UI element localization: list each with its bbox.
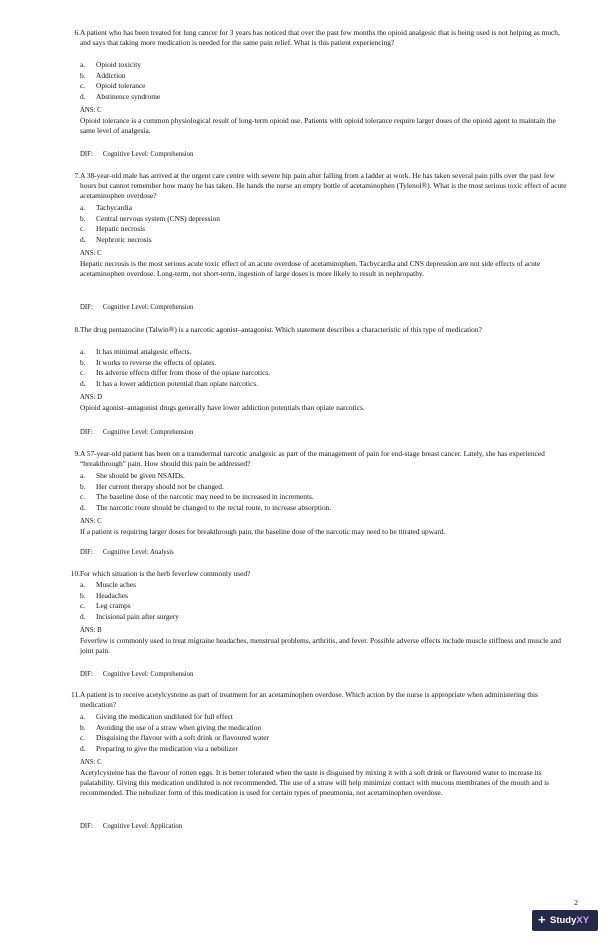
option-letter: b. (80, 590, 86, 600)
option-letter: b. (80, 70, 86, 80)
option-letter: d. (80, 611, 86, 621)
option-text: It works to reverse the effects of opiates. (96, 357, 217, 367)
option-text: Muscle aches (96, 580, 137, 589)
answer-option (80, 214, 220, 225)
difficulty-label: DIF: (80, 549, 93, 556)
question-number: 10. (70, 569, 80, 578)
answer-option (80, 203, 220, 214)
difficulty-level (80, 548, 174, 557)
rationale: Opioid tolerance is a common physiological result of long-term opioid use. Patients with opioid tolerance require larger doses of the opioid agent to maintain the same level of analgesia. (80, 116, 556, 135)
difficulty-level (80, 150, 193, 159)
question-stem: A patient who has been treated for lung cancer for 3 years has noticed that over the past few months the opioid analgesic that is being used is not helping as much, and says that taking more medication is needed for the same pain relief. What is this patient experiencing? (80, 28, 560, 47)
option-letter: a. (80, 712, 86, 721)
answer-options (80, 347, 270, 389)
answer-option (80, 60, 160, 71)
question-number: 7. (74, 171, 80, 180)
rationale: If a patient is requiring larger doses for breakthrough pain, the baseline dose of the narcotic may need to be titrated upward. (80, 527, 446, 536)
answer-key: ANS: B (80, 627, 102, 634)
option-letter: d. (80, 502, 86, 512)
question-number: 8. (74, 325, 80, 334)
option-letter: c. (80, 733, 86, 743)
answer-option (80, 492, 331, 503)
answer-key: ANS: C (80, 107, 102, 114)
answer-option (80, 580, 179, 591)
option-letter: b. (80, 722, 86, 732)
answer-options (80, 712, 269, 754)
difficulty-value: Cognitive Level: Comprehension (102, 429, 194, 436)
option-text: Giving the medication undiluted for full effect (96, 712, 233, 721)
option-text: Opioid toxicity (96, 60, 141, 69)
answer-option (80, 482, 331, 493)
option-text: Opioid tolerance (96, 81, 146, 91)
answer-option (80, 471, 331, 482)
option-text: Preparing to give the medication via a nebulizer (96, 743, 238, 753)
option-letter: a. (80, 60, 86, 69)
option-text: It has minimal analgesic effects. (96, 347, 192, 356)
difficulty-value: Cognitive Level: Analysis (102, 549, 174, 556)
question-stem: For which situation is the herb feverfew commonly used? (80, 569, 251, 578)
answer-option (80, 92, 160, 103)
rationale: Opioid agonist–antagonist drugs generally have lower addiction potentials than opiate narcotics. (80, 403, 365, 412)
rationale: Feverfew is commonly used to treat migraine headaches, menstrual problems, arthritis, and fever. Possible adverse effects include muscle stiffness and muscle and joint pain. (80, 636, 562, 655)
option-letter: b. (80, 213, 86, 223)
answer-option (80, 591, 179, 602)
difficulty-level (80, 428, 193, 437)
difficulty-level (80, 303, 193, 312)
brand-name-main: Study (550, 915, 577, 926)
question-stem: The drug pentazocine (Talwin®) is a narcotic agonist–antagonist. Which statement describes a characteristic of this type of medication? (80, 325, 482, 334)
option-text: Avoiding the use of a straw when giving the medication (96, 722, 262, 732)
answer-key: ANS: D (80, 394, 103, 401)
question-stem: A patient is to receive acetylcysteine as part of treatment for an acetaminophen overdose. Which action by the nurse is appropriate when administering this medication? (80, 690, 538, 709)
answer-options (80, 203, 220, 245)
option-text: Leg cramps (96, 601, 131, 611)
page-number: 2 (574, 898, 578, 907)
answer-option (80, 712, 269, 723)
brand-name (550, 910, 589, 931)
difficulty-value: Cognitive Level: Comprehension (102, 151, 194, 158)
answer-option (80, 744, 269, 755)
answer-option (80, 601, 179, 612)
answer-option (80, 733, 269, 744)
answer-options (80, 60, 160, 102)
option-text: The narcotic route should be changed to the rectal route, to increase absorption. (96, 502, 332, 512)
option-text: Disguising the flavour with a soft drink or flavoured water (96, 733, 270, 743)
option-letter: d. (80, 743, 86, 753)
answer-key: ANS: C (80, 250, 102, 257)
option-letter: c. (80, 81, 86, 91)
option-text: Its adverse effects differ from those of the opiate narcotics. (96, 368, 271, 378)
rationale: Hepatic necrosis is the most serious acute toxic effect of an acute overdose of acetaminophen. Tachycardia and CNS depression are not side effects of acute acetaminophen overdose. Long-term, not short-term, ingestion of large doses is more likely to result in nephropathy. (80, 259, 541, 278)
option-text: Incisional pain after surgery (96, 611, 179, 621)
answer-options (80, 580, 179, 622)
option-letter: c. (80, 601, 86, 611)
answer-key: ANS: C (80, 759, 102, 766)
option-letter: c. (80, 492, 86, 502)
rationale: Acetylcysteine has the flavour of rotten eggs. It is better tolerated when the taste is disguised by mixing it with a soft drink or flavoured water to increase its palatability. Giving this medication undiluted is not recommended. The use of a straw will help minimize contact with mucous membranes of the mouth and is recommended. The nebulizer form of this medication is used for certain types of pneumonia, not acetaminophen overdose. (80, 768, 549, 797)
answer-option (80, 379, 270, 390)
option-text: Addiction (96, 70, 126, 80)
option-text: Abstinence syndrome (96, 91, 161, 101)
question-number: 11. (71, 690, 80, 699)
difficulty-label: DIF: (80, 823, 93, 830)
option-letter: c. (80, 224, 86, 234)
question-number: 9. (74, 449, 80, 458)
option-text: Tachycardia (96, 203, 132, 212)
option-text: Hepatic necrosis (96, 224, 146, 234)
difficulty-label: DIF: (80, 429, 93, 436)
option-letter: a. (80, 203, 86, 212)
option-letter: d. (80, 378, 86, 388)
difficulty-value: Cognitive Level: Comprehension (102, 671, 194, 678)
answer-option (80, 235, 220, 246)
option-text: Central nervous system (CNS) depression (96, 213, 220, 223)
option-letter: a. (80, 580, 86, 589)
answer-option (80, 71, 160, 82)
answer-options (80, 471, 331, 513)
answer-option (80, 347, 270, 358)
answer-option (80, 503, 331, 514)
option-letter: a. (80, 471, 86, 480)
option-text: It has a lower addiction potential than opiate narcotics. (96, 378, 258, 388)
option-letter: d. (80, 91, 86, 101)
option-letter: d. (80, 234, 86, 244)
difficulty-label: DIF: (80, 304, 93, 311)
answer-option (80, 612, 179, 623)
answer-option (80, 224, 220, 235)
difficulty-label: DIF: (80, 151, 93, 158)
difficulty-level (80, 670, 193, 679)
option-text: Her current therapy should not be changed. (96, 481, 224, 491)
difficulty-label: DIF: (80, 671, 93, 678)
answer-option (80, 723, 269, 734)
question-stem: A 38-year-old male has arrived at the urgent care centre with severe hip pain after falling from a ladder at work. He has taken several pain pills over the past few hours but cannot remember how many he has taken. He hands the nurse an empty bottle of acetaminophen (Tylenol®). What is the most serious toxic effect of acute acetaminophen overdose? (80, 171, 567, 200)
brand-name-accent: XY (576, 915, 590, 926)
answer-option (80, 368, 270, 379)
difficulty-value: Cognitive Level: Comprehension (102, 304, 194, 311)
option-letter: b. (80, 481, 86, 491)
option-text: Headaches (96, 590, 129, 600)
answer-key: ANS: C (80, 518, 102, 525)
studyxy-logo[interactable] (532, 910, 598, 931)
difficulty-value: Cognitive Level: Application (102, 823, 183, 830)
answer-option (80, 81, 160, 92)
option-text: Nephrotic necrosis (96, 234, 152, 244)
plus-icon: + (538, 912, 546, 927)
difficulty-level (80, 822, 182, 831)
option-letter: a. (80, 347, 86, 356)
answer-option (80, 358, 270, 369)
option-letter: b. (80, 357, 86, 367)
option-text: The baseline dose of the narcotic may need to be increased in increments. (96, 492, 314, 502)
question-stem: A 57-year-old patient has been on a transdermal narcotic analgesic as part of the management of pain for end-stage breast cancer. Lately, she has experienced “breakthrough” pain. How should this pain be addressed? (80, 449, 545, 468)
option-text: She should be given NSAIDs. (96, 471, 185, 480)
option-letter: c. (80, 368, 86, 378)
question-number: 6. (74, 28, 80, 37)
